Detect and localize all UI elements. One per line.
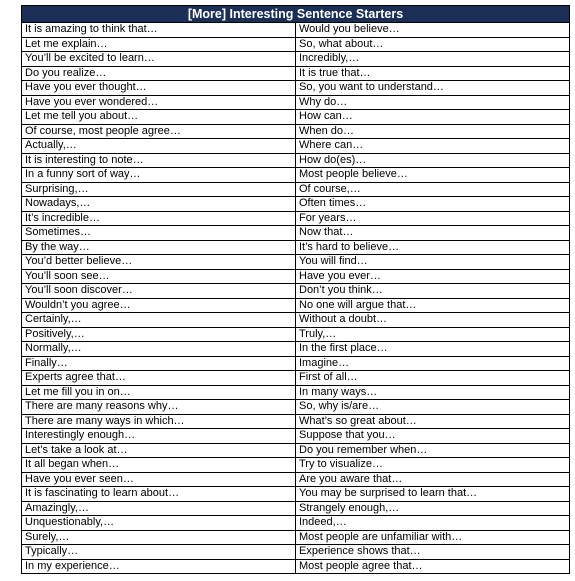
starter-cell-right: How can… xyxy=(296,110,570,125)
starter-cell-left: Let me tell you about… xyxy=(22,110,296,125)
starter-cell-right: Try to visualize… xyxy=(296,458,570,473)
starter-cell-right: Without a doubt… xyxy=(296,313,570,328)
table-row xyxy=(22,240,570,255)
table-row xyxy=(22,414,570,429)
table-row xyxy=(22,226,570,241)
table-row xyxy=(22,516,570,531)
table-row xyxy=(22,124,570,139)
table-row xyxy=(22,81,570,96)
starter-cell-left: Of course, most people agree… xyxy=(22,124,296,139)
starter-cell-right: Incredibly,… xyxy=(296,52,570,67)
starter-cell-right: Are you aware that… xyxy=(296,472,570,487)
table-row xyxy=(22,530,570,545)
table-row xyxy=(22,139,570,154)
starter-cell-left: Have you ever wondered… xyxy=(22,95,296,110)
starter-cell-right: Imagine… xyxy=(296,356,570,371)
table-row xyxy=(22,153,570,168)
starter-cell-right: Why do… xyxy=(296,95,570,110)
starter-cell-left: Typically… xyxy=(22,545,296,560)
table-row xyxy=(22,313,570,328)
starter-cell-right: In many ways… xyxy=(296,385,570,400)
starter-cell-right: How do(es)… xyxy=(296,153,570,168)
starter-cell-left: It is interesting to note… xyxy=(22,153,296,168)
starter-cell-right: Most people are unfamiliar with… xyxy=(296,530,570,545)
table-row xyxy=(22,255,570,270)
starter-cell-right: So, why is/are… xyxy=(296,400,570,415)
starter-cell-right: Strangely enough,… xyxy=(296,501,570,516)
starter-cell-left: Have you ever thought… xyxy=(22,81,296,96)
table-row xyxy=(22,356,570,371)
starter-cell-left: In my experience… xyxy=(22,559,296,574)
starter-cell-left: Normally,… xyxy=(22,342,296,357)
table-body xyxy=(22,23,570,574)
starter-cell-right: So, you want to understand… xyxy=(296,81,570,96)
starter-cell-left: There are many reasons why… xyxy=(22,400,296,415)
document-page xyxy=(21,5,569,574)
starter-cell-right: What’s so great about… xyxy=(296,414,570,429)
table-row xyxy=(22,182,570,197)
table-row xyxy=(22,284,570,299)
starter-cell-left: Have you ever seen… xyxy=(22,472,296,487)
table-row xyxy=(22,168,570,183)
starter-cell-right: Do you remember when… xyxy=(296,443,570,458)
table-row xyxy=(22,298,570,313)
table-row xyxy=(22,487,570,502)
starter-cell-right: When do… xyxy=(296,124,570,139)
table-row xyxy=(22,559,570,574)
table-row xyxy=(22,110,570,125)
starter-cell-right: So, what about… xyxy=(296,37,570,52)
table-row xyxy=(22,371,570,386)
table-row xyxy=(22,443,570,458)
starter-cell-left: You’d better believe… xyxy=(22,255,296,270)
table-row xyxy=(22,197,570,212)
starter-cell-right: In the first place… xyxy=(296,342,570,357)
starter-cell-left: Experts agree that… xyxy=(22,371,296,386)
starter-cell-left: Let me explain… xyxy=(22,37,296,52)
table-row xyxy=(22,385,570,400)
starter-cell-right: Have you ever… xyxy=(296,269,570,284)
starter-cell-right: It’s hard to believe… xyxy=(296,240,570,255)
starter-cell-left: It is amazing to think that… xyxy=(22,23,296,38)
starter-cell-right: Often times… xyxy=(296,197,570,212)
starter-cell-right: No one will argue that… xyxy=(296,298,570,313)
starter-cell-left: It all began when… xyxy=(22,458,296,473)
starter-cell-left: You’ll be excited to learn… xyxy=(22,52,296,67)
table-row xyxy=(22,269,570,284)
starter-cell-right: Indeed,… xyxy=(296,516,570,531)
starter-cell-left: In a funny sort of way… xyxy=(22,168,296,183)
starter-cell-right: Don’t you think… xyxy=(296,284,570,299)
starter-cell-right: Most people agree that… xyxy=(296,559,570,574)
starter-cell-left: Finally… xyxy=(22,356,296,371)
starter-cell-left: Surprising,… xyxy=(22,182,296,197)
starter-cell-right: It is true that… xyxy=(296,66,570,81)
starter-cell-right: Of course,… xyxy=(296,182,570,197)
table-row xyxy=(22,501,570,516)
table-row xyxy=(22,327,570,342)
starter-cell-left: You’ll soon discover… xyxy=(22,284,296,299)
starter-cell-right: Experience shows that… xyxy=(296,545,570,560)
sentence-starters-table xyxy=(21,5,570,574)
table-row xyxy=(22,95,570,110)
starter-cell-left: Sometimes… xyxy=(22,226,296,241)
starter-cell-left: Let me fill you in on… xyxy=(22,385,296,400)
table-row xyxy=(22,342,570,357)
starter-cell-left: Actually,… xyxy=(22,139,296,154)
table-title: [More] Interesting Sentence Starters xyxy=(22,6,570,23)
starter-cell-left: Certainly,… xyxy=(22,313,296,328)
starter-cell-right: You will find… xyxy=(296,255,570,270)
table-row xyxy=(22,429,570,444)
starter-cell-left: Let’s take a look at… xyxy=(22,443,296,458)
starter-cell-left: Do you realize… xyxy=(22,66,296,81)
starter-cell-left: Interestingly enough… xyxy=(22,429,296,444)
starter-cell-right: Where can… xyxy=(296,139,570,154)
starter-cell-left: It’s incredible… xyxy=(22,211,296,226)
starter-cell-right: Most people believe… xyxy=(296,168,570,183)
starter-cell-right: Now that… xyxy=(296,226,570,241)
starter-cell-left: It is fascinating to learn about… xyxy=(22,487,296,502)
starter-cell-left: Wouldn’t you agree… xyxy=(22,298,296,313)
starter-cell-left: Positively,… xyxy=(22,327,296,342)
starter-cell-right: For years… xyxy=(296,211,570,226)
starter-cell-right: Truly,… xyxy=(296,327,570,342)
starter-cell-right: Suppose that you… xyxy=(296,429,570,444)
table-row xyxy=(22,211,570,226)
table-row xyxy=(22,458,570,473)
table-row xyxy=(22,66,570,81)
starter-cell-left: There are many ways in which… xyxy=(22,414,296,429)
starter-cell-right: Would you believe… xyxy=(296,23,570,38)
table-row xyxy=(22,23,570,38)
starter-cell-left: Nowadays,… xyxy=(22,197,296,212)
table-row xyxy=(22,472,570,487)
starter-cell-left: Amazingly,… xyxy=(22,501,296,516)
table-row xyxy=(22,400,570,415)
table-row xyxy=(22,52,570,67)
starter-cell-left: Surely,… xyxy=(22,530,296,545)
starter-cell-left: By the way… xyxy=(22,240,296,255)
table-header-row xyxy=(22,6,570,23)
table-row xyxy=(22,37,570,52)
starter-cell-right: First of all… xyxy=(296,371,570,386)
starter-cell-right: You may be surprised to learn that… xyxy=(296,487,570,502)
starter-cell-left: Unquestionably,… xyxy=(22,516,296,531)
table-row xyxy=(22,545,570,560)
starter-cell-left: You’ll soon see… xyxy=(22,269,296,284)
